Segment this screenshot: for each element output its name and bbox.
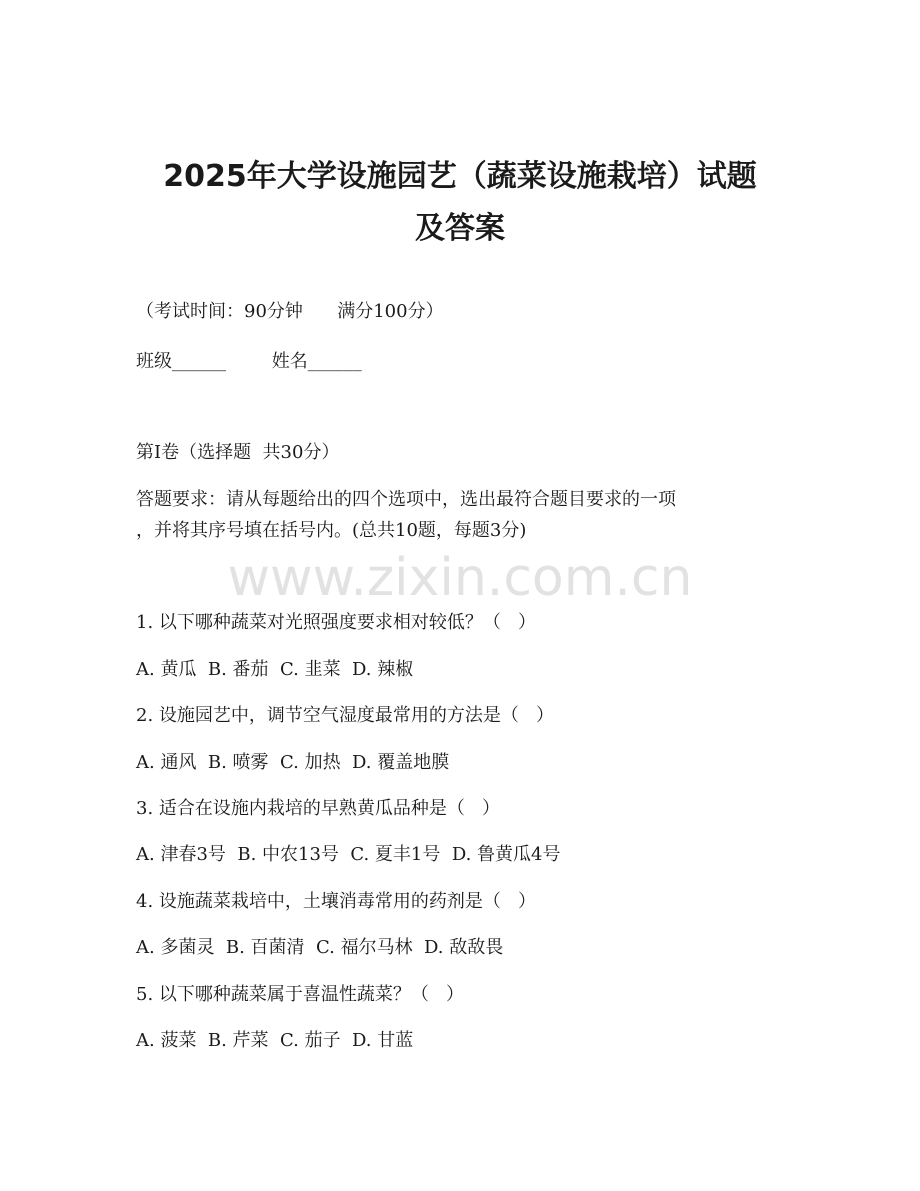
question-options: A. 多菌灵 B. 百菌清 C. 福尔马林 D. 敌敌畏 [136,937,504,958]
instructions-line2: ，并将其序号填在括号内。(总共10题，每题3分) [136,520,527,541]
instructions-line1: 答题要求：请从每题给出的四个选项中，选出最符合题目要求的一项 [136,489,676,510]
question-stem: 2. 设施园艺中，调节空气湿度最常用的方法是（ ） [136,705,555,726]
document-title-line1: 2025年大学设施园艺（蔬菜设施栽培）试题 [163,159,757,194]
question-options: A. 津春3号 B. 中农13号 C. 夏丰1号 D. 鲁黄瓜4号 [136,844,561,865]
question-options: A. 菠菜 B. 芹菜 C. 茄子 D. 甘蓝 [136,1030,414,1051]
question-stem: 3. 适合在设施内栽培的早熟黄瓜品种是（ ） [136,798,501,819]
question-stem: 1. 以下哪种蔬菜对光照强度要求相对较低？（ ） [136,612,537,633]
section-heading: 第I卷（选择题 共30分） [136,442,340,463]
question-stem: 5. 以下哪种蔬菜属于喜温性蔬菜？（ ） [136,984,465,1005]
exam-info: （考试时间：90分钟 满分100分） [136,301,444,322]
watermark: www.zixin.com.cn [227,548,693,608]
document-title-line2: 及答案 [415,211,505,246]
question-options: A. 黄瓜 B. 番茄 C. 韭菜 D. 辣椒 [136,659,414,680]
question-options: A. 通风 B. 喷雾 C. 加热 D. 覆盖地膜 [136,752,450,773]
class-name-line: 班级______ 姓名______ [136,351,362,372]
question-stem: 4. 设施蔬菜栽培中，土壤消毒常用的药剂是（ ） [136,891,537,912]
